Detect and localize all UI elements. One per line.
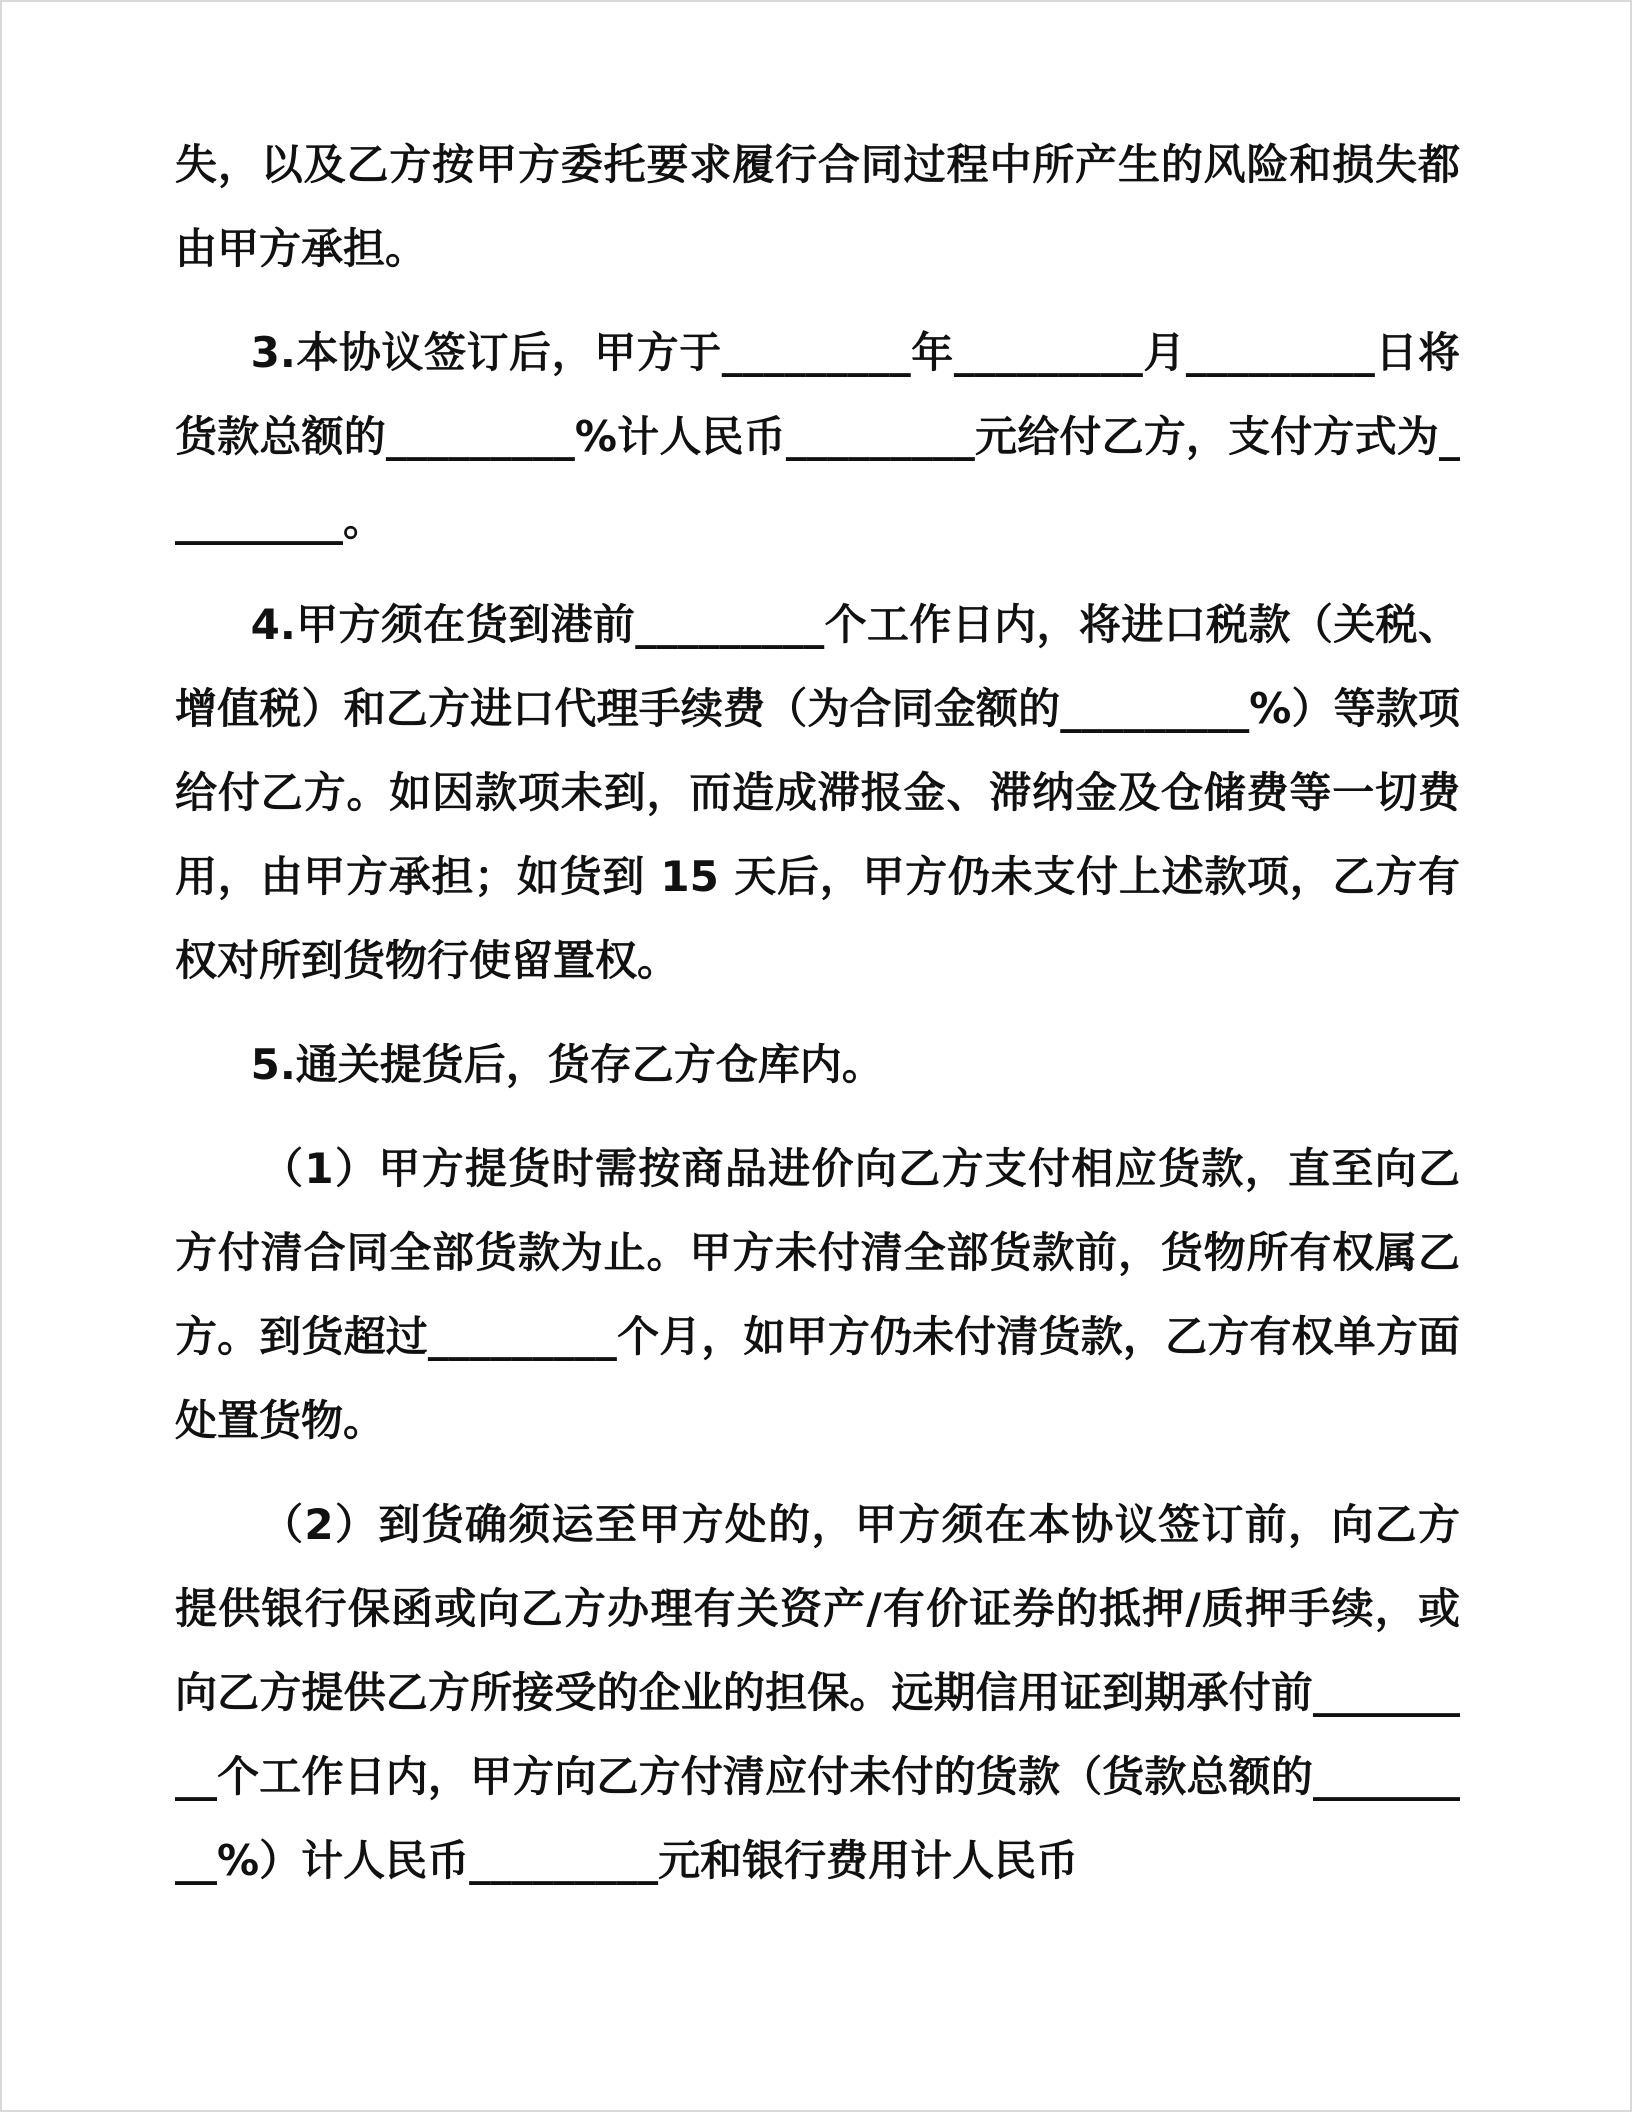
clause-3-payment-terms: 3.本协议签订后，甲方于_________年_________月_________日将货款总额的_________%计人民币_________元给付乙方，支付方式为_________。 [175,328,1460,545]
clause-5-item-2-guarantee: （2）到货确须运至甲方处的，甲方须在本协议签订前，向乙方提供银行保函或向乙方办理有关资产/有价证券的抵押/质押手续，或向乙方提供乙方所接受的企业的担保。远期信用证到期承付前_________个工作日内，甲方向乙方付清应付未付的货款（货款总额的_________%）计人民币_________元和银行费用计人民币 [175,1500,1460,1885]
clause-5-warehouse: 5.通关提货后，货存乙方仓库内。 [250,1040,884,1089]
clause-5-item-1-pickup-payment: （1）甲方提货时需按商品进价向乙方支付相应货款，直至向乙方付清合同全部货款为止。甲方未付清全部货款前，货物所有权属乙方。到货超过_________个月，如甲方仍未付清货款，乙方有权单方面处置货物。 [175,1144,1460,1445]
paragraph-continuation: 失，以及乙方按甲方委托要求履行合同过程中所产生的风险和损失都由甲方承担。 [175,140,1460,273]
clause-4-import-taxes: 4.甲方须在货到港前_________个工作日内，将进口税款（关税、增值税）和乙方进口代理手续费（为合同金额的_________%）等款项给付乙方。如因款项未到，而造成滞报金、滞纳金及仓储费等一切费用，由甲方承担；如货到 15 天后，甲方仍未支付上述款项，乙方有权对所到货物行使留置权。 [175,600,1460,985]
